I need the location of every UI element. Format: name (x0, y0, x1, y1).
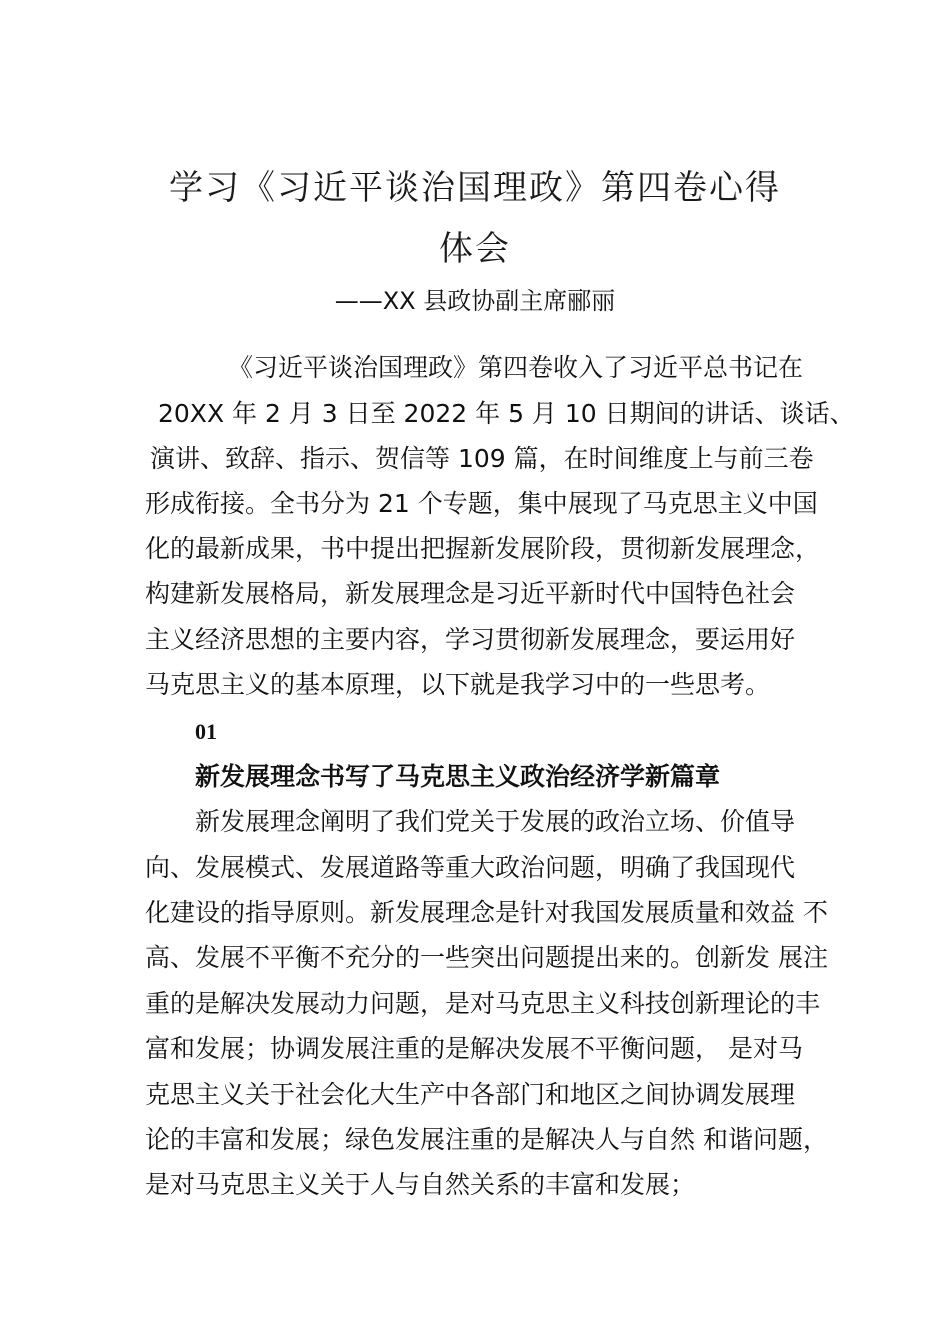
paragraph-line: 富和发展；协调发展注重的是解决发展不平衡问题， 是对马 (145, 1034, 803, 1063)
paragraph-line: 《习近平谈治国理政》第四卷收入了习近平总书记在 (228, 353, 804, 382)
paragraph-line: 化建设的指导原则。新发展理念是针对我国发展质量和效益 不 (145, 898, 828, 927)
section-number: 01 (195, 719, 217, 744)
paragraph-line: 重的是解决发展动力问题，是对马克思主义科技创新理论的丰 (145, 989, 821, 1018)
paragraph-line: 化的最新成果，书中提出把握新发展阶段，贯彻新发展理念， (145, 534, 821, 563)
paragraph-line: 论的丰富和发展；绿色发展注重的是解决人与自然 和谐问题， (145, 1125, 828, 1154)
paragraph-line: 是对马克思主义关于人与自然关系的丰富和发展； (145, 1170, 696, 1199)
paragraph-line: 向、发展模式、发展道路等重大政治问题，明确了我国现代 (145, 853, 796, 882)
paragraph-line: 克思主义关于社会化大生产中各部门和地区之间协调发展理 (145, 1080, 796, 1109)
paragraph-line: 主义经济思想的主要内容，学习贯彻新发展理念，要运用好 (145, 625, 796, 654)
paragraph-line: 演讲、致辞、指示、贺信等 109 篇，在时间维度上与前三卷 (150, 444, 814, 473)
paragraph-line: 20XX 年 2 月 3 日至 2022 年 5 月 10 日期间的讲话、谈话、 (158, 399, 855, 428)
paragraph-line: 高、发展不平衡不充分的一些突出问题提出来的。创新发 展注 (145, 943, 828, 972)
paragraph-line: 形成衔接。全书分为 21 个专题，集中展现了马克思主义中国 (145, 489, 818, 518)
author-byline: ——XX 县政协副主席郦丽 (334, 287, 616, 315)
document-title-line-2: 体会 (439, 229, 511, 269)
paragraph-line: 新发展理念阐明了我们党关于发展的政治立场、价值导 (195, 807, 796, 836)
paragraph-line: 马克思主义的基本原理，以下就是我学习中的一些思考。 (145, 670, 771, 699)
paragraph-line: 构建新发展格局，新发展理念是习近平新时代中国特色社会 (145, 579, 796, 608)
document-title-line-1: 学习《习近平谈治国理政》第四卷心得 (169, 168, 781, 208)
section-heading: 新发展理念书写了马克思主义政治经济学新篇章 (195, 762, 721, 791)
